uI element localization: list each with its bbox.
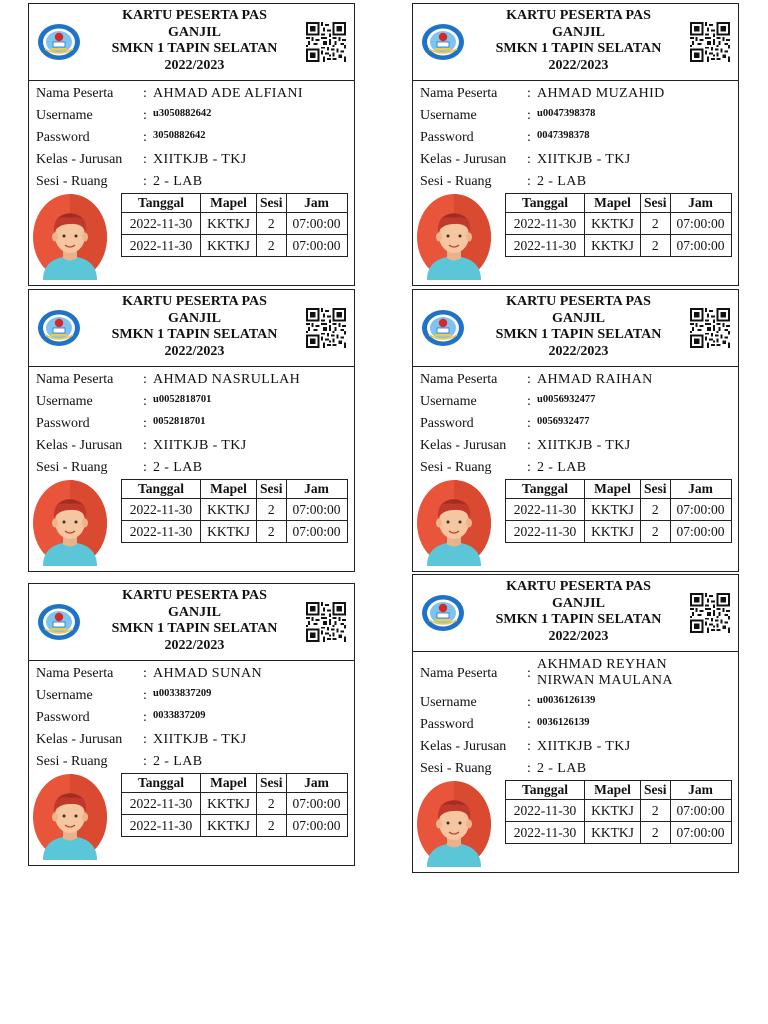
card-header (29, 584, 354, 661)
field-kelas: Kelas - Jurusan : XIITKJB - TKJ (420, 736, 738, 758)
username-value: u3050882642 (153, 108, 212, 119)
card-title: KARTU PESERTA PAS GANJIL SMKN 1 TAPIN SELATAN 2022/2023 (495, 294, 662, 359)
participant-card (28, 3, 355, 286)
field-sesi: Sesi - Ruang : 2 - LAB (420, 457, 738, 479)
school-logo-icon (37, 603, 81, 641)
field-nama: Nama Peserta : AHMAD SUNAN (36, 663, 354, 685)
card-fields (413, 367, 738, 479)
card-bottom (413, 780, 738, 872)
field-sesi: Sesi - Ruang : 2 - LAB (36, 171, 354, 193)
field-password: Password : 0036126139 (420, 714, 738, 736)
kelas-value: XIITKJB - TKJ (537, 438, 631, 453)
password-value: 0036126139 (537, 717, 590, 728)
password-value: 0033837209 (153, 710, 206, 721)
field-password: Password : 0033837209 (36, 707, 354, 729)
field-username: Username : u0033837209 (36, 685, 354, 707)
username-value: u0036126139 (537, 695, 596, 706)
card-title: KARTU PESERTA PAS GANJIL SMKN 1 TAPIN SELATAN 2022/2023 (495, 579, 662, 644)
schedule-table (505, 479, 732, 543)
qr-code-icon (306, 602, 346, 642)
table-row: 2022-11-30 KKTKJ 2 07:00:00 (122, 793, 348, 815)
field-sesi: Sesi - Ruang : 2 - LAB (36, 751, 354, 773)
field-password: Password : 3050882642 (36, 127, 354, 149)
card-title: KARTU PESERTA PAS GANJIL SMKN 1 TAPIN SELATAN 2022/2023 (111, 8, 278, 73)
username-value: u0052818701 (153, 394, 212, 405)
student-avatar-icon (417, 480, 491, 566)
card-header (29, 4, 354, 81)
participant-card (412, 289, 739, 572)
password-value: 3050882642 (153, 130, 206, 141)
participant-card (28, 289, 355, 572)
field-nama: Nama Peserta : AHMAD MUZAHID (420, 83, 738, 105)
field-password: Password : 0052818701 (36, 413, 354, 435)
kelas-value: XIITKJB - TKJ (153, 152, 247, 167)
schedule-table (505, 780, 732, 844)
field-nama: Nama Peserta : AHMAD NASRULLAH (36, 369, 354, 391)
field-sesi: Sesi - Ruang : 2 - LAB (420, 758, 738, 780)
kelas-value: XIITKJB - TKJ (153, 732, 247, 747)
table-header-row: Tanggal Mapel Sesi Jam (122, 774, 348, 793)
sesi-value: 2 - LAB (537, 174, 587, 189)
card-bottom (413, 479, 738, 571)
schedule-table (505, 193, 732, 257)
sesi-value: 2 - LAB (537, 460, 587, 475)
card-header (413, 290, 738, 367)
username-value: u0047398378 (537, 108, 596, 119)
card-fields (29, 81, 354, 193)
field-kelas: Kelas - Jurusan : XIITKJB - TKJ (420, 435, 738, 457)
table-header-row: Tanggal Mapel Sesi Jam (506, 194, 732, 213)
student-avatar-icon (33, 194, 107, 280)
card-bottom (29, 773, 354, 865)
field-nama: Nama Peserta : AHMAD ADE ALFIANI (36, 83, 354, 105)
field-password: Password : 0056932477 (420, 413, 738, 435)
field-password: Password : 0047398378 (420, 127, 738, 149)
schedule-table (121, 193, 348, 257)
student-name: AHMAD ADE ALFIANI (153, 86, 303, 101)
table-row: 2022-11-30 KKTKJ 2 07:00:00 (506, 800, 732, 822)
card-title: KARTU PESERTA PAS GANJIL SMKN 1 TAPIN SELATAN 2022/2023 (111, 294, 278, 359)
password-value: 0056932477 (537, 416, 590, 427)
sesi-value: 2 - LAB (537, 761, 587, 776)
field-kelas: Kelas - Jurusan : XIITKJB - TKJ (420, 149, 738, 171)
password-value: 0047398378 (537, 130, 590, 141)
student-avatar-icon (33, 774, 107, 860)
table-row: 2022-11-30 KKTKJ 2 07:00:00 (122, 521, 348, 543)
field-username: Username : u0036126139 (420, 692, 738, 714)
schedule-table (121, 479, 348, 543)
student-name: AKHMAD REYHAN NIRWAN MAULANA (537, 657, 673, 688)
username-value: u0033837209 (153, 688, 212, 699)
qr-code-icon (306, 22, 346, 62)
schedule-table (121, 773, 348, 837)
card-header (29, 290, 354, 367)
field-kelas: Kelas - Jurusan : XIITKJB - TKJ (36, 149, 354, 171)
table-row: 2022-11-30 KKTKJ 2 07:00:00 (506, 235, 732, 257)
school-logo-icon (421, 23, 465, 61)
sesi-value: 2 - LAB (153, 460, 203, 475)
table-header-row: Tanggal Mapel Sesi Jam (122, 480, 348, 499)
table-row: 2022-11-30 KKTKJ 2 07:00:00 (122, 815, 348, 837)
table-header-row: Tanggal Mapel Sesi Jam (506, 781, 732, 800)
card-bottom (29, 193, 354, 285)
school-logo-icon (37, 309, 81, 347)
sesi-value: 2 - LAB (153, 174, 203, 189)
field-username: Username : u0052818701 (36, 391, 354, 413)
student-avatar-icon (417, 781, 491, 867)
card-fields (29, 367, 354, 479)
kelas-value: XIITKJB - TKJ (537, 152, 631, 167)
table-header-row: Tanggal Mapel Sesi Jam (122, 194, 348, 213)
field-sesi: Sesi - Ruang : 2 - LAB (36, 457, 354, 479)
participant-card (412, 3, 739, 286)
sesi-value: 2 - LAB (153, 754, 203, 769)
card-bottom (29, 479, 354, 571)
table-header-row: Tanggal Mapel Sesi Jam (506, 480, 732, 499)
qr-code-icon (690, 22, 730, 62)
field-nama: Nama Peserta : AKHMAD REYHAN NIRWAN MAULANA (420, 657, 673, 688)
qr-code-icon (690, 593, 730, 633)
field-username: Username : u0056932477 (420, 391, 738, 413)
card-header (413, 575, 738, 652)
field-nama: Nama Peserta : AHMAD RAIHAN (420, 369, 738, 391)
student-avatar-icon (417, 194, 491, 280)
student-name: AHMAD NASRULLAH (153, 372, 301, 387)
table-row: 2022-11-30 KKTKJ 2 07:00:00 (506, 822, 732, 844)
student-avatar-icon (33, 480, 107, 566)
student-name: AHMAD MUZAHID (537, 86, 665, 101)
student-name: AHMAD RAIHAN (537, 372, 653, 387)
card-title: KARTU PESERTA PAS GANJIL SMKN 1 TAPIN SELATAN 2022/2023 (495, 8, 662, 73)
card-fields (413, 652, 738, 780)
card-title: KARTU PESERTA PAS GANJIL SMKN 1 TAPIN SELATAN 2022/2023 (111, 588, 278, 653)
field-username: Username : u3050882642 (36, 105, 354, 127)
school-logo-icon (421, 309, 465, 347)
school-logo-icon (37, 23, 81, 61)
password-value: 0052818701 (153, 416, 206, 427)
table-row: 2022-11-30 KKTKJ 2 07:00:00 (506, 521, 732, 543)
kelas-value: XIITKJB - TKJ (153, 438, 247, 453)
field-kelas: Kelas - Jurusan : XIITKJB - TKJ (36, 435, 354, 457)
participant-card (412, 574, 739, 873)
table-row: 2022-11-30 KKTKJ 2 07:00:00 (122, 213, 348, 235)
kelas-value: XIITKJB - TKJ (537, 739, 631, 754)
table-row: 2022-11-30 KKTKJ 2 07:00:00 (122, 499, 348, 521)
qr-code-icon (306, 308, 346, 348)
table-row: 2022-11-30 KKTKJ 2 07:00:00 (506, 213, 732, 235)
field-sesi: Sesi - Ruang : 2 - LAB (420, 171, 738, 193)
table-row: 2022-11-30 KKTKJ 2 07:00:00 (122, 235, 348, 257)
qr-code-icon (690, 308, 730, 348)
card-header (413, 4, 738, 81)
school-logo-icon (421, 594, 465, 632)
participant-card (28, 583, 355, 866)
student-name: AHMAD SUNAN (153, 666, 263, 681)
field-username: Username : u0047398378 (420, 105, 738, 127)
card-fields (413, 81, 738, 193)
table-row: 2022-11-30 KKTKJ 2 07:00:00 (506, 499, 732, 521)
username-value: u0056932477 (537, 394, 596, 405)
card-bottom (413, 193, 738, 285)
field-kelas: Kelas - Jurusan : XIITKJB - TKJ (36, 729, 354, 751)
card-fields (29, 661, 354, 773)
